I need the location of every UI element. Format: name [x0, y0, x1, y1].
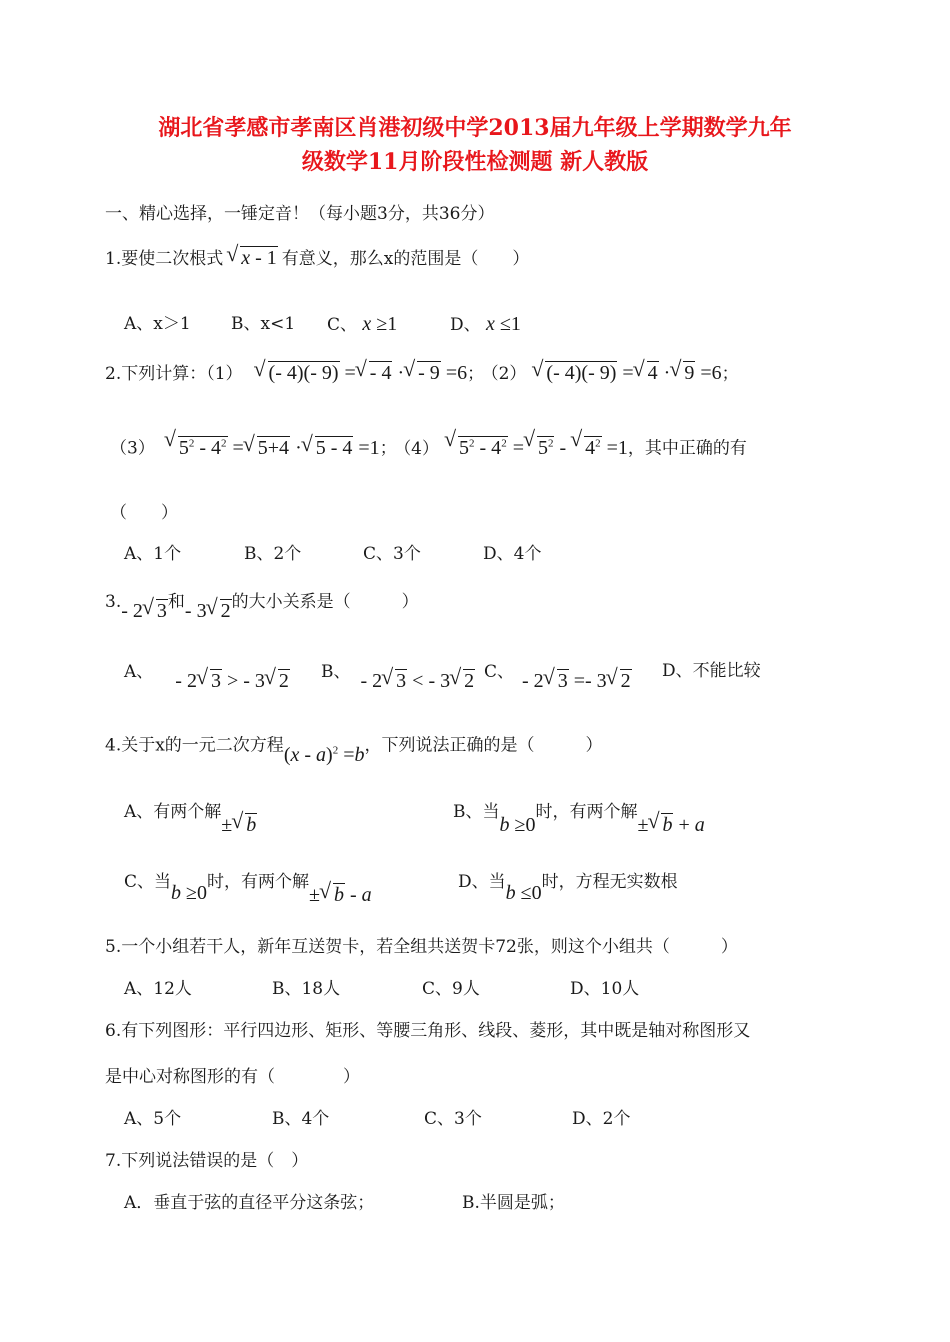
q7-option-a: A．垂直于弦的直径平分这条弦； — [124, 1193, 375, 1213]
q6-option-a: A、5个 — [124, 1109, 182, 1129]
q3-option-a: A、 - 2√ 3 > - 3√ 2 — [124, 660, 290, 683]
q2-option-c: C、3个 — [363, 544, 421, 564]
q2-option-d: D、4个 — [483, 544, 542, 564]
q6-option-b: B、4个 — [272, 1109, 330, 1129]
q6-line-1: 6.有下列图形：平行四边形、矩形、等腰三角形、线段、菱形，其中既是轴对称图形又 — [105, 1021, 751, 1041]
title-line-1: 湖北省孝感市孝南区肖港初级中学2013届九年级上学期数学九年 — [158, 115, 792, 141]
q2-part3-4: （3）√ $5^2 - 4^2$ =√ 5+4 ·√ 5 - 4 =1； （4）√ $5^2 - 4^2$ =√ $5^2$ - √ $4^2 =1$，其中正确的有 — [110, 432, 747, 460]
q5-option-b: B、18人 — [272, 979, 341, 999]
q5-stem: 5.一个小组若干人，新年互送贺卡，若全组共送贺卡72张，则这个小组共（ ） — [105, 937, 738, 957]
q1-option-a: A、x＞1 — [124, 314, 191, 334]
section-heading: 一、精心选择，一锤定音！（每小题3分，共36分） — [105, 204, 495, 224]
q3-option-b: B、 - 2√ 3 < - 3√ 2 — [321, 660, 475, 683]
q7-option-b: B.半圆是弧； — [462, 1193, 565, 1213]
q2-option-a: A、1个 — [124, 544, 182, 564]
q5-option-d: D、10人 — [570, 979, 640, 999]
q4-option-c: C、当b ≥0时，有两个解±√ b - a — [124, 870, 372, 893]
q4-option-d: D、当b ≤0时，方程无实数根 — [458, 872, 678, 904]
q2-stem: 2.下列计算：（1）√ (- 4)(- 9) =√ - 4 ·√ - 9 =6； （2）√ (- 4)(- 9) =√ 4 ·√ 9 =6； — [105, 362, 739, 385]
q6-line-2: 是中心对称图形的有（ ） — [105, 1067, 360, 1087]
q1-option-c: C、 x ≥1 — [327, 313, 398, 335]
q3-stem: 3.- 2√ 3和- 3√ 2的大小关系是（ ） — [105, 590, 419, 613]
q5-option-c: C、9人 — [422, 979, 480, 999]
title-line-2: 级数学11月阶段性检测题 新人教版 — [301, 149, 649, 175]
q3-option-d: D、不能比较 — [662, 661, 761, 681]
q1-option-b: B、x<1 — [231, 314, 296, 334]
q1-stem: 1.要使二次根式√ x - 1 有意义，那么x的范围是（ ） — [105, 247, 529, 270]
q4-option-b: B、当b ≥0时，有两个解±√ b + a — [453, 800, 705, 823]
q4-option-a: A、有两个解±√ b — [124, 800, 257, 823]
q2-paren: （ ） — [110, 503, 178, 523]
q6-option-c: C、3个 — [424, 1109, 482, 1129]
q2-option-b: B、2个 — [244, 544, 302, 564]
q5-option-a: A、12人 — [124, 979, 192, 999]
q3-option-c: C、 - 2√ 3 =- 3√ 2 — [484, 660, 632, 683]
q7-stem: 7.下列说法错误的是（ ） — [105, 1151, 309, 1171]
q4-stem: 4.关于x的一元二次方程(x - a)$^2$ =b，下列说法正确的是（ ） — [105, 735, 603, 766]
q6-option-d: D、2个 — [572, 1109, 631, 1129]
q1-option-d: D、 x ≤1 — [450, 313, 521, 335]
